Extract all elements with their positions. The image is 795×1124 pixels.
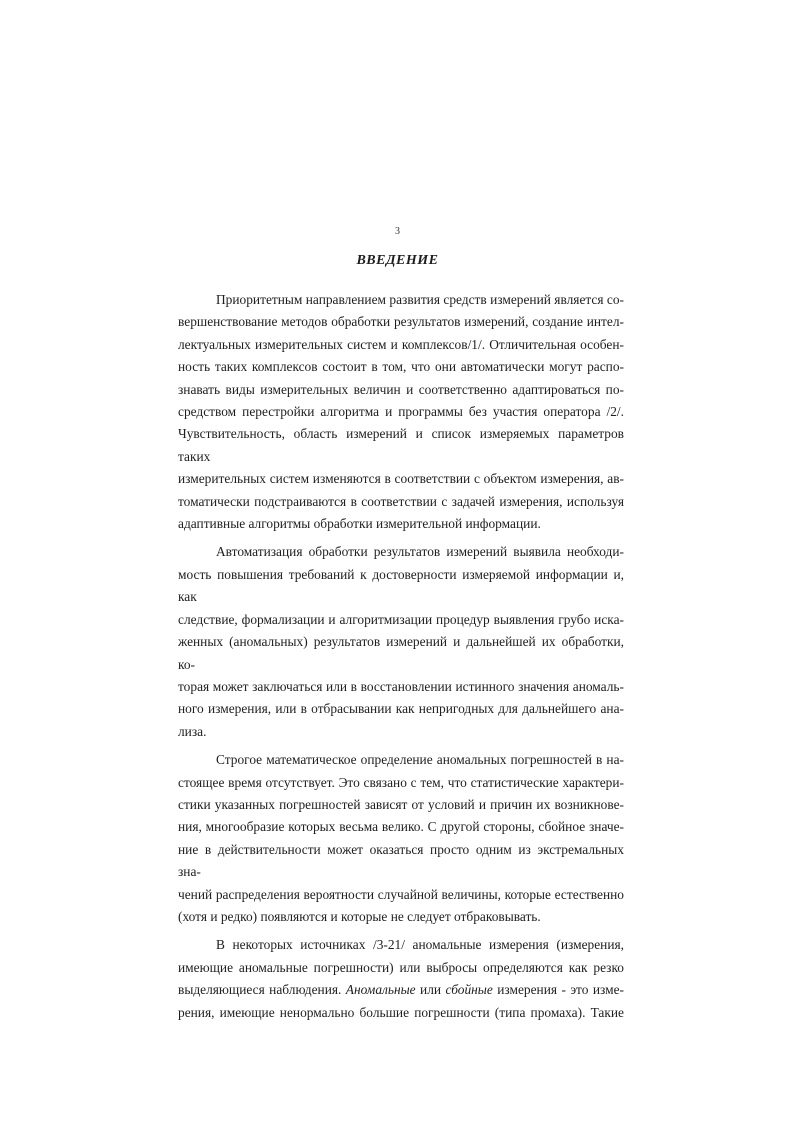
text-line: следствие, формализации и алгоритмизации процедур выявления грубо иска- [178,611,624,627]
text-line: измерительных систем изменяются в соответствии с объектом измерения, ав- [178,471,624,487]
emphasis-faulty: сбойные [445,982,493,998]
page-number: 3 [395,226,400,237]
text-run: или [415,982,446,998]
text-line: лектуальных измерительных систем и комплексов/1/. Отличительная особен- [178,336,624,352]
text-line: ние в действительности может оказаться просто одним из экстремальных зна- [178,841,624,880]
text-line: женных (аномальных) результатов измерений и дальнейшей их обработки, ко- [178,634,624,672]
text-line: В некоторых источниках /3-21/ аномальные измерения (измерения, [216,937,624,953]
text-line: чений распределения вероятности случайной величины, которые естественно [178,886,624,902]
paragraph-3 [178,749,624,928]
text-line: Приоритетным направлением развития средств измерений является со- [216,292,624,307]
text-line: Строгое математическое определение аномальных погрешностей в на- [216,752,624,768]
text-line: ность таких комплексов состоит в том, что они автоматически могут распо- [178,359,624,375]
text-line: Чувствительность, область измерений и список измеряемых параметров таких [178,426,624,464]
emphasis-anomalous: Аномальные [345,982,416,998]
text-line: стоящее время отсутствует. Это связано с тем, что статистические характери- [178,774,624,790]
paragraph-4 [178,934,624,1024]
text-line: адаптивные алгоритмы обработки измерительной информации. [178,516,541,532]
text-run: измерения - это изме- [492,982,624,998]
section-title: ВВЕДЕНИЕ [356,253,439,268]
text-line: вершенствование методов обработки результатов измерений, создание интел- [178,314,624,330]
paragraph-2 [178,541,624,743]
text-line: ния, многообразие которых весьма велико. С другой стороны, сбойное значе- [178,819,624,835]
text-line: знавать виды измерительных величин и соответственно адаптироваться по- [178,381,624,397]
text-line: стики указанных погрешностей зависят от условий и причин их возникнове- [178,796,624,812]
body-text [178,289,624,1024]
text-line: томатически подстраиваются в соответствии с задачей измерения, используя [178,493,624,509]
text-line: (хотя и редко) появляются и которые не следует отбраковывать. [178,908,541,924]
text-run: выделяющиеся наблюдения. [178,982,346,998]
text-line: Автоматизация обработки результатов измерений выявила необходи- [216,544,624,560]
text-line: торая может заключаться или в восстановлении истинного значения аномаль- [178,678,624,694]
text-line-with-emphasis [178,979,624,1001]
text-line: имеющие аномальные погрешности) или выбросы определяются как резко [178,959,624,975]
paragraph-1 [178,289,624,535]
text-line: ного измерения, или в отбрасывании как непригодных для дальнейшего ана- [178,701,624,717]
text-line: лиза. [178,723,207,739]
text-line: рения, имеющие ненормально большие погрешности (типа промаха). Такие [178,1004,624,1020]
text-line: средством перестройки алгоритма и программы без участия оператора /2/. [178,404,624,420]
text-line: мость повышения требований к достоверности измеряемой информации и, как [178,566,624,605]
